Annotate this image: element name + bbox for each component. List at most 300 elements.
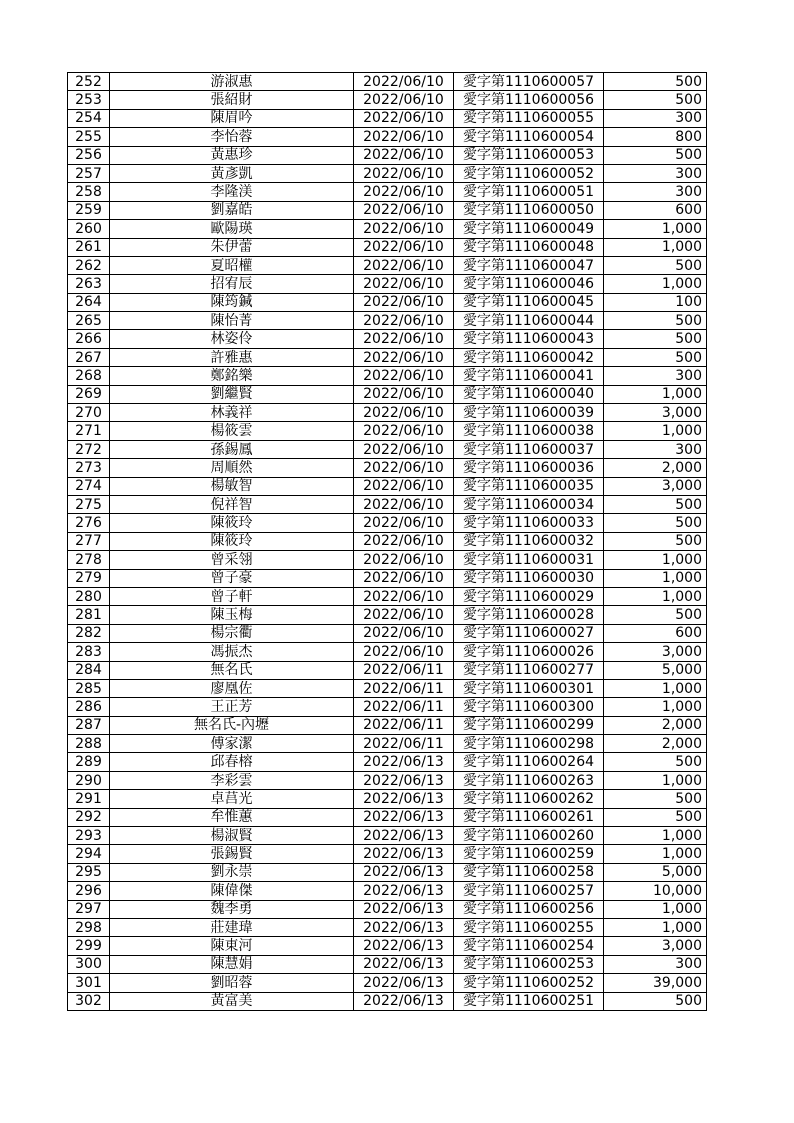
row-number-cell: 290	[68, 771, 110, 789]
donation-date-cell: 2022/06/10	[354, 643, 454, 661]
receipt-number-cell: 愛字第1110600038	[454, 422, 604, 440]
donation-date-cell: 2022/06/10	[354, 587, 454, 605]
donation-date-cell: 2022/06/13	[354, 882, 454, 900]
table-row	[68, 643, 707, 661]
table-row	[68, 495, 707, 513]
row-number-cell: 253	[68, 91, 110, 109]
table-row	[68, 256, 707, 274]
receipt-number-cell: 愛字第1110600041	[454, 367, 604, 385]
amount-cell: 300	[604, 440, 707, 458]
row-number-cell: 291	[68, 790, 110, 808]
donation-date-cell: 2022/06/13	[354, 790, 454, 808]
donation-date-cell: 2022/06/10	[354, 91, 454, 109]
amount-cell: 500	[604, 753, 707, 771]
table-row	[68, 900, 707, 918]
receipt-number-cell: 愛字第1110600260	[454, 827, 604, 845]
table-row	[68, 587, 707, 605]
donor-name-cell: 李怡蓉	[110, 128, 354, 146]
amount-cell: 2,000	[604, 459, 707, 477]
donation-date-cell: 2022/06/13	[354, 900, 454, 918]
donation-date-cell: 2022/06/13	[354, 918, 454, 936]
receipt-number-cell: 愛字第1110600043	[454, 330, 604, 348]
donation-date-cell: 2022/06/10	[354, 293, 454, 311]
table-row	[68, 514, 707, 532]
table-row	[68, 569, 707, 587]
donor-name-cell: 黃彥凱	[110, 164, 354, 182]
receipt-number-cell: 愛字第1110600253	[454, 955, 604, 973]
donation-date-cell: 2022/06/10	[354, 128, 454, 146]
amount-cell: 300	[604, 183, 707, 201]
donation-date-cell: 2022/06/11	[354, 679, 454, 697]
table-row	[68, 201, 707, 219]
receipt-number-cell: 愛字第1110600051	[454, 183, 604, 201]
amount-cell: 500	[604, 348, 707, 366]
table-row	[68, 348, 707, 366]
amount-cell: 1,000	[604, 275, 707, 293]
donation-date-cell: 2022/06/10	[354, 256, 454, 274]
donor-name-cell: 曾采翎	[110, 551, 354, 569]
receipt-number-cell: 愛字第1110600049	[454, 220, 604, 238]
amount-cell: 300	[604, 955, 707, 973]
donor-name-cell: 無名氏-內壢	[110, 716, 354, 734]
amount-cell: 500	[604, 808, 707, 826]
row-number-cell: 262	[68, 256, 110, 274]
table-row	[68, 440, 707, 458]
row-number-cell: 288	[68, 735, 110, 753]
table-row	[68, 698, 707, 716]
receipt-number-cell: 愛字第1110600251	[454, 992, 604, 1010]
row-number-cell: 273	[68, 459, 110, 477]
row-number-cell: 258	[68, 183, 110, 201]
receipt-number-cell: 愛字第1110600055	[454, 109, 604, 127]
row-number-cell: 272	[68, 440, 110, 458]
receipt-number-cell: 愛字第1110600255	[454, 918, 604, 936]
donor-name-cell: 陳慧娟	[110, 955, 354, 973]
row-number-cell: 292	[68, 808, 110, 826]
amount-cell: 1,000	[604, 679, 707, 697]
amount-cell: 1,000	[604, 771, 707, 789]
row-number-cell: 302	[68, 992, 110, 1010]
amount-cell: 1,000	[604, 220, 707, 238]
donation-date-cell: 2022/06/13	[354, 937, 454, 955]
row-number-cell: 300	[68, 955, 110, 973]
table-row	[68, 183, 707, 201]
donor-name-cell: 周順然	[110, 459, 354, 477]
row-number-cell: 267	[68, 348, 110, 366]
table-row	[68, 790, 707, 808]
row-number-cell: 285	[68, 679, 110, 697]
donation-table-body	[68, 73, 707, 1011]
table-row	[68, 404, 707, 422]
donor-name-cell: 陳筱玲	[110, 532, 354, 550]
donor-name-cell: 游淑惠	[110, 73, 354, 91]
receipt-number-cell: 愛字第1110600053	[454, 146, 604, 164]
row-number-cell: 255	[68, 128, 110, 146]
donation-date-cell: 2022/06/13	[354, 771, 454, 789]
donation-date-cell: 2022/06/10	[354, 348, 454, 366]
donor-name-cell: 陳玉梅	[110, 606, 354, 624]
table-row	[68, 753, 707, 771]
row-number-cell: 268	[68, 367, 110, 385]
donor-name-cell: 林義祥	[110, 404, 354, 422]
donation-date-cell: 2022/06/10	[354, 477, 454, 495]
table-row	[68, 91, 707, 109]
amount-cell: 500	[604, 146, 707, 164]
table-row	[68, 220, 707, 238]
donation-date-cell: 2022/06/13	[354, 845, 454, 863]
table-row	[68, 146, 707, 164]
receipt-number-cell: 愛字第1110600040	[454, 385, 604, 403]
receipt-number-cell: 愛字第1110600046	[454, 275, 604, 293]
donor-name-cell: 馮振杰	[110, 643, 354, 661]
receipt-number-cell: 愛字第1110600031	[454, 551, 604, 569]
receipt-number-cell: 愛字第1110600033	[454, 514, 604, 532]
donation-date-cell: 2022/06/10	[354, 275, 454, 293]
donation-date-cell: 2022/06/10	[354, 220, 454, 238]
table-row	[68, 992, 707, 1010]
amount-cell: 500	[604, 256, 707, 274]
donor-name-cell: 李隆渼	[110, 183, 354, 201]
donation-date-cell: 2022/06/10	[354, 183, 454, 201]
table-row	[68, 238, 707, 256]
amount-cell: 800	[604, 128, 707, 146]
donor-name-cell: 陳怡菁	[110, 312, 354, 330]
donation-date-cell: 2022/06/10	[354, 238, 454, 256]
receipt-number-cell: 愛字第1110600027	[454, 624, 604, 642]
row-number-cell: 294	[68, 845, 110, 863]
table-row	[68, 955, 707, 973]
donation-date-cell: 2022/06/10	[354, 164, 454, 182]
row-number-cell: 293	[68, 827, 110, 845]
amount-cell: 600	[604, 624, 707, 642]
table-row	[68, 73, 707, 91]
donor-name-cell: 邱春榕	[110, 753, 354, 771]
table-row	[68, 385, 707, 403]
donation-date-cell: 2022/06/11	[354, 698, 454, 716]
donor-name-cell: 陳筱玲	[110, 514, 354, 532]
donation-date-cell: 2022/06/10	[354, 367, 454, 385]
receipt-number-cell: 愛字第1110600301	[454, 679, 604, 697]
amount-cell: 500	[604, 790, 707, 808]
receipt-number-cell: 愛字第1110600264	[454, 753, 604, 771]
donor-name-cell: 張紹財	[110, 91, 354, 109]
donation-date-cell: 2022/06/11	[354, 716, 454, 734]
table-row	[68, 974, 707, 992]
row-number-cell: 274	[68, 477, 110, 495]
donation-date-cell: 2022/06/11	[354, 735, 454, 753]
amount-cell: 500	[604, 514, 707, 532]
receipt-number-cell: 愛字第1110600257	[454, 882, 604, 900]
receipt-number-cell: 愛字第1110600259	[454, 845, 604, 863]
row-number-cell: 298	[68, 918, 110, 936]
table-row	[68, 606, 707, 624]
receipt-number-cell: 愛字第1110600036	[454, 459, 604, 477]
row-number-cell: 266	[68, 330, 110, 348]
donation-date-cell: 2022/06/13	[354, 863, 454, 881]
donor-name-cell: 莊建瑋	[110, 918, 354, 936]
row-number-cell: 256	[68, 146, 110, 164]
amount-cell: 1,000	[604, 827, 707, 845]
row-number-cell: 264	[68, 293, 110, 311]
row-number-cell: 278	[68, 551, 110, 569]
amount-cell: 500	[604, 330, 707, 348]
donation-date-cell: 2022/06/10	[354, 422, 454, 440]
donor-name-cell: 廖凰佐	[110, 679, 354, 697]
table-row	[68, 735, 707, 753]
table-row	[68, 863, 707, 881]
donor-name-cell: 劉嘉皓	[110, 201, 354, 219]
table-row	[68, 128, 707, 146]
donor-name-cell: 魏李勇	[110, 900, 354, 918]
donor-name-cell: 曾子豪	[110, 569, 354, 587]
receipt-number-cell: 愛字第1110600034	[454, 495, 604, 513]
table-row	[68, 845, 707, 863]
amount-cell: 500	[604, 73, 707, 91]
receipt-number-cell: 愛字第1110600037	[454, 440, 604, 458]
table-row	[68, 422, 707, 440]
row-number-cell: 280	[68, 587, 110, 605]
receipt-number-cell: 愛字第1110600256	[454, 900, 604, 918]
receipt-number-cell: 愛字第1110600298	[454, 735, 604, 753]
row-number-cell: 269	[68, 385, 110, 403]
amount-cell: 5,000	[604, 661, 707, 679]
receipt-number-cell: 愛字第1110600263	[454, 771, 604, 789]
receipt-number-cell: 愛字第1110600057	[454, 73, 604, 91]
row-number-cell: 257	[68, 164, 110, 182]
amount-cell: 500	[604, 91, 707, 109]
table-row	[68, 532, 707, 550]
table-row	[68, 459, 707, 477]
amount-cell: 300	[604, 164, 707, 182]
row-number-cell: 275	[68, 495, 110, 513]
row-number-cell: 263	[68, 275, 110, 293]
table-row	[68, 367, 707, 385]
donation-date-cell: 2022/06/10	[354, 459, 454, 477]
amount-cell: 1,000	[604, 900, 707, 918]
receipt-number-cell: 愛字第1110600258	[454, 863, 604, 881]
donor-name-cell: 曾子軒	[110, 587, 354, 605]
row-number-cell: 271	[68, 422, 110, 440]
amount-cell: 2,000	[604, 735, 707, 753]
amount-cell: 500	[604, 312, 707, 330]
receipt-number-cell: 愛字第1110600052	[454, 164, 604, 182]
row-number-cell: 289	[68, 753, 110, 771]
table-row	[68, 312, 707, 330]
amount-cell: 500	[604, 532, 707, 550]
receipt-number-cell: 愛字第1110600277	[454, 661, 604, 679]
donation-date-cell: 2022/06/13	[354, 992, 454, 1010]
donation-date-cell: 2022/06/10	[354, 606, 454, 624]
amount-cell: 300	[604, 367, 707, 385]
donor-name-cell: 劉永崇	[110, 863, 354, 881]
donor-name-cell: 楊筱雲	[110, 422, 354, 440]
receipt-number-cell: 愛字第1110600048	[454, 238, 604, 256]
donation-date-cell: 2022/06/10	[354, 201, 454, 219]
receipt-number-cell: 愛字第1110600056	[454, 91, 604, 109]
donor-name-cell: 陳筠鍼	[110, 293, 354, 311]
row-number-cell: 252	[68, 73, 110, 91]
donor-name-cell: 劉昭蓉	[110, 974, 354, 992]
amount-cell: 500	[604, 992, 707, 1010]
donor-name-cell: 陳偉傑	[110, 882, 354, 900]
receipt-number-cell: 愛字第1110600029	[454, 587, 604, 605]
receipt-number-cell: 愛字第1110600262	[454, 790, 604, 808]
receipt-number-cell: 愛字第1110600035	[454, 477, 604, 495]
donation-table	[67, 72, 707, 1011]
donation-date-cell: 2022/06/10	[354, 514, 454, 532]
donation-date-cell: 2022/06/10	[354, 624, 454, 642]
receipt-number-cell: 愛字第1110600032	[454, 532, 604, 550]
donation-date-cell: 2022/06/13	[354, 974, 454, 992]
donor-name-cell: 陳眉吟	[110, 109, 354, 127]
amount-cell: 300	[604, 109, 707, 127]
donation-date-cell: 2022/06/11	[354, 661, 454, 679]
donor-name-cell: 黃富美	[110, 992, 354, 1010]
receipt-number-cell: 愛字第1110600252	[454, 974, 604, 992]
row-number-cell: 254	[68, 109, 110, 127]
amount-cell: 10,000	[604, 882, 707, 900]
table-row	[68, 827, 707, 845]
table-row	[68, 330, 707, 348]
row-number-cell: 299	[68, 937, 110, 955]
amount-cell: 3,000	[604, 937, 707, 955]
receipt-number-cell: 愛字第1110600261	[454, 808, 604, 826]
donor-name-cell: 夏昭權	[110, 256, 354, 274]
amount-cell: 500	[604, 606, 707, 624]
amount-cell: 100	[604, 293, 707, 311]
receipt-number-cell: 愛字第1110600047	[454, 256, 604, 274]
donation-date-cell: 2022/06/10	[354, 385, 454, 403]
amount-cell: 1,000	[604, 587, 707, 605]
receipt-number-cell: 愛字第1110600300	[454, 698, 604, 716]
donor-name-cell: 林姿伶	[110, 330, 354, 348]
donor-name-cell: 陳東河	[110, 937, 354, 955]
table-row	[68, 293, 707, 311]
receipt-number-cell: 愛字第1110600045	[454, 293, 604, 311]
amount-cell: 3,000	[604, 643, 707, 661]
donor-name-cell: 楊淑賢	[110, 827, 354, 845]
donor-name-cell: 張錫賢	[110, 845, 354, 863]
donor-name-cell: 歐陽瑛	[110, 220, 354, 238]
amount-cell: 1,000	[604, 698, 707, 716]
table-row	[68, 679, 707, 697]
donation-date-cell: 2022/06/10	[354, 551, 454, 569]
donor-name-cell: 楊宗衢	[110, 624, 354, 642]
row-number-cell: 260	[68, 220, 110, 238]
receipt-number-cell: 愛字第1110600030	[454, 569, 604, 587]
row-number-cell: 283	[68, 643, 110, 661]
donation-date-cell: 2022/06/10	[354, 440, 454, 458]
table-row	[68, 661, 707, 679]
receipt-number-cell: 愛字第1110600054	[454, 128, 604, 146]
amount-cell: 39,000	[604, 974, 707, 992]
donation-date-cell: 2022/06/13	[354, 827, 454, 845]
row-number-cell: 282	[68, 624, 110, 642]
donation-date-cell: 2022/06/10	[354, 495, 454, 513]
table-row	[68, 477, 707, 495]
donor-name-cell: 孫錫鳳	[110, 440, 354, 458]
receipt-number-cell: 愛字第1110600039	[454, 404, 604, 422]
donation-date-cell: 2022/06/13	[354, 753, 454, 771]
amount-cell: 500	[604, 495, 707, 513]
donation-date-cell: 2022/06/10	[354, 146, 454, 164]
receipt-number-cell: 愛字第1110600044	[454, 312, 604, 330]
amount-cell: 1,000	[604, 569, 707, 587]
table-row	[68, 918, 707, 936]
donor-name-cell: 傅家潔	[110, 735, 354, 753]
receipt-number-cell: 愛字第1110600254	[454, 937, 604, 955]
donor-name-cell: 王正芳	[110, 698, 354, 716]
donor-name-cell: 李彩雲	[110, 771, 354, 789]
row-number-cell: 284	[68, 661, 110, 679]
donation-date-cell: 2022/06/10	[354, 73, 454, 91]
table-row	[68, 624, 707, 642]
row-number-cell: 301	[68, 974, 110, 992]
table-row	[68, 164, 707, 182]
donor-name-cell: 牟惟蕙	[110, 808, 354, 826]
receipt-number-cell: 愛字第1110600026	[454, 643, 604, 661]
row-number-cell: 281	[68, 606, 110, 624]
table-row	[68, 937, 707, 955]
donation-date-cell: 2022/06/10	[354, 109, 454, 127]
donor-name-cell: 許雅惠	[110, 348, 354, 366]
amount-cell: 3,000	[604, 477, 707, 495]
donation-date-cell: 2022/06/10	[354, 532, 454, 550]
row-number-cell: 296	[68, 882, 110, 900]
row-number-cell: 286	[68, 698, 110, 716]
table-row	[68, 882, 707, 900]
row-number-cell: 279	[68, 569, 110, 587]
donor-name-cell: 倪祥智	[110, 495, 354, 513]
table-row	[68, 808, 707, 826]
donation-date-cell: 2022/06/13	[354, 955, 454, 973]
table-row	[68, 716, 707, 734]
amount-cell: 1,000	[604, 845, 707, 863]
amount-cell: 1,000	[604, 422, 707, 440]
amount-cell: 1,000	[604, 385, 707, 403]
donor-name-cell: 招宥辰	[110, 275, 354, 293]
donor-name-cell: 朱伊蕾	[110, 238, 354, 256]
donation-date-cell: 2022/06/13	[354, 808, 454, 826]
amount-cell: 600	[604, 201, 707, 219]
table-row	[68, 109, 707, 127]
receipt-number-cell: 愛字第1110600028	[454, 606, 604, 624]
row-number-cell: 265	[68, 312, 110, 330]
donor-name-cell: 劉繼賢	[110, 385, 354, 403]
table-row	[68, 551, 707, 569]
row-number-cell: 297	[68, 900, 110, 918]
row-number-cell: 277	[68, 532, 110, 550]
receipt-number-cell: 愛字第1110600299	[454, 716, 604, 734]
table-row	[68, 771, 707, 789]
receipt-number-cell: 愛字第1110600042	[454, 348, 604, 366]
amount-cell: 1,000	[604, 918, 707, 936]
donation-date-cell: 2022/06/10	[354, 404, 454, 422]
row-number-cell: 295	[68, 863, 110, 881]
amount-cell: 3,000	[604, 404, 707, 422]
donor-name-cell: 無名氏	[110, 661, 354, 679]
donation-date-cell: 2022/06/10	[354, 330, 454, 348]
row-number-cell: 270	[68, 404, 110, 422]
row-number-cell: 276	[68, 514, 110, 532]
amount-cell: 1,000	[604, 551, 707, 569]
receipt-number-cell: 愛字第1110600050	[454, 201, 604, 219]
donor-name-cell: 鄭銘樂	[110, 367, 354, 385]
table-row	[68, 275, 707, 293]
amount-cell: 5,000	[604, 863, 707, 881]
donor-name-cell: 楊敏智	[110, 477, 354, 495]
amount-cell: 1,000	[604, 238, 707, 256]
